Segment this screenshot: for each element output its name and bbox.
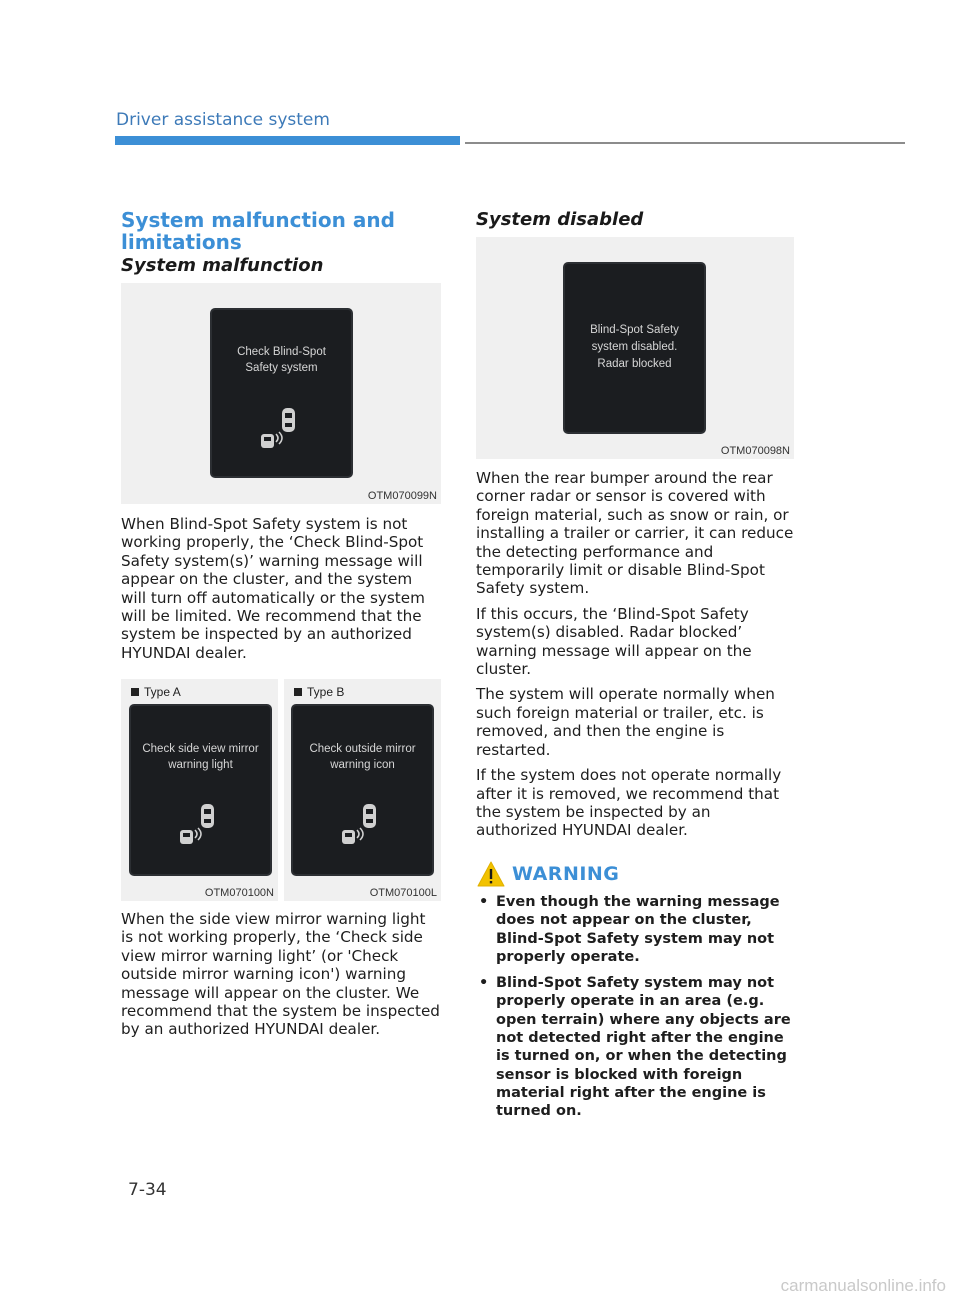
cluster-display: [291, 704, 434, 876]
cluster-display: [563, 262, 706, 434]
watermark: carmanualsonline.info: [780, 1276, 946, 1295]
display-message-line2: system disabled.: [591, 341, 678, 353]
paragraph-text: If this occurs, the ‘Blind-Spot Safety system(s) disabled. Radar blocked’ warning message will appear on the cluster.: [476, 604, 752, 679]
warning-title: WARNING: [512, 863, 620, 885]
warning-item: • Blind-Spot Safety system may not properly operate in an area (e.g. open terrain) where any objects are not detected right after the engine is turned on, or when the detecting sensor is blocked with foreign material right after the engine is turned on.: [479, 975, 791, 1120]
figure-code: OTM070098N: [720, 445, 790, 457]
blind-spot-cars-icon: [175, 802, 227, 852]
cluster-figure-type-a: [121, 679, 278, 901]
type-a-label: Type A: [131, 685, 181, 699]
cluster-figure-type-b: [284, 679, 441, 901]
blind-spot-cars-icon: [256, 406, 308, 456]
cluster-display: [210, 308, 353, 478]
display-message-line1: Check outside mirror: [309, 743, 416, 755]
type-b-label: Type B: [294, 685, 344, 699]
display-message-line3: Radar blocked: [597, 358, 672, 370]
section-title: System malfunction and limitations: [121, 208, 395, 254]
cluster-figure-disabled: [476, 237, 794, 459]
warning-triangle-icon: [476, 860, 506, 888]
figure-code: OTM070099N: [367, 490, 437, 502]
paragraphs-disabled: [476, 469, 796, 847]
paragraph-text: If the system does not operate normally after it is removed, we recommend that the system be inspected by an authorized HYUNDAI dealer.: [476, 766, 782, 840]
figure-code: OTM070100N: [204, 887, 274, 899]
page-number: 7-34: [128, 1180, 167, 1200]
header-rule: [465, 142, 905, 144]
display-message-line2: warning light: [168, 759, 233, 771]
blind-spot-cars-icon: [337, 802, 389, 852]
warning-list: [476, 893, 794, 1129]
paragraph-malfunction: [121, 515, 441, 669]
subsection-title-disabled: System disabled: [476, 209, 644, 230]
cluster-display: [129, 704, 272, 876]
running-header: Driver assistance system: [116, 110, 330, 130]
figure-code: OTM070100L: [369, 887, 437, 899]
display-message-line2: Safety system: [245, 362, 318, 374]
cluster-figure-malfunction: [121, 283, 441, 504]
display-message-line1: Blind-Spot Safety: [590, 324, 679, 336]
paragraph-mirror-warning: [121, 910, 441, 1046]
paragraph-text: When the rear bumper around the rear corner radar or sensor is covered with foreign material, such as snow or rain, or installing a trailer or carrier, it can reduce the detecting performance and temporarily limit or disable Blind-Spot Safety system.: [476, 469, 794, 598]
warning-item: • Even though the warning message does not appear on the cluster, Blind-Spot Safety system may not properly operate.: [479, 894, 780, 965]
display-message-line1: Check Blind-Spot: [237, 346, 326, 358]
paragraph-text: When Blind-Spot Safety system is not working properly, the ‘Check Blind-Spot Safety system(s)’ warning message will appear on the cluster, and the system will turn off automatically or the system will be limited. We recommend that the system be inspected by an authorized HYUNDAI dealer.: [121, 515, 425, 662]
display-message-line2: warning icon: [330, 759, 395, 771]
header-rule-accent: [115, 136, 460, 145]
paragraph-text: When the side view mirror warning light is not working properly, the ‘Check side view mirror warning light’ (or 'Check outside mirror warning icon') warning message will appear on the cluster. We recommend that the system be inspected by an authorized HYUNDAI dealer.: [121, 910, 440, 1039]
subsection-title-malfunction: System malfunction: [121, 255, 324, 276]
paragraph-text: The system will operate normally when such foreign material or trailer, etc. is removed, and then the engine is restarted.: [476, 685, 775, 759]
display-message-line1: Check side view mirror: [142, 743, 259, 755]
